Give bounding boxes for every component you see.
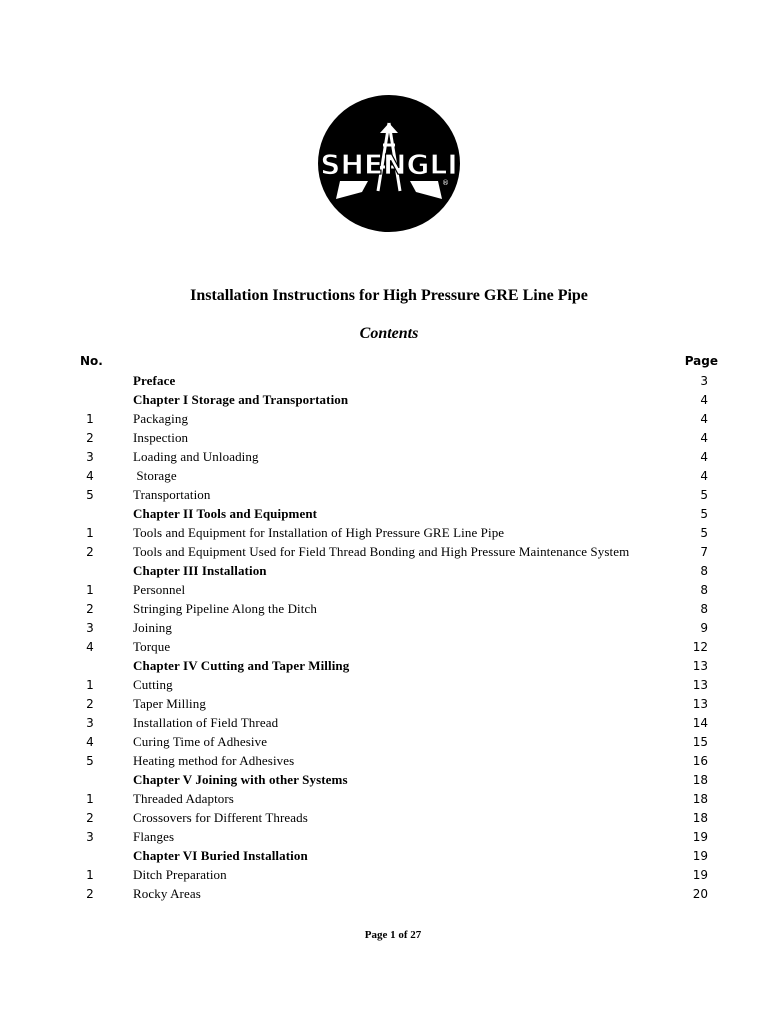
- toc-row[interactable]: [0, 486, 768, 505]
- toc-page-number: 4: [700, 469, 708, 483]
- toc-page-number: 12: [692, 640, 708, 654]
- toc-row[interactable]: [0, 543, 768, 562]
- toc-entry-number: 2: [86, 887, 94, 901]
- toc-entry-number: 2: [86, 431, 94, 445]
- toc-page-number: 5: [700, 488, 708, 502]
- footer-of-word: of: [398, 929, 408, 941]
- toc-page-number: 4: [700, 393, 708, 407]
- footer-total-pages: 27: [410, 929, 422, 941]
- toc-row[interactable]: [0, 695, 768, 714]
- toc-page-number: 5: [700, 526, 708, 540]
- toc-chapter-title: Chapter VI Buried Installation: [133, 848, 308, 863]
- toc-page-number: 13: [692, 697, 708, 711]
- toc-row[interactable]: [0, 429, 768, 448]
- toc-entry-number: 4: [86, 735, 94, 749]
- shengli-logo: [318, 95, 460, 232]
- toc-page-number: 19: [692, 830, 708, 844]
- toc-page-number: 14: [692, 716, 708, 730]
- shengli-logo-icon: [318, 95, 460, 232]
- toc-entry-number: 1: [86, 678, 94, 692]
- toc-chapter-row[interactable]: [0, 771, 768, 790]
- toc-entry-title: Tools and Equipment for Installation of High Pressure GRE Line Pipe: [133, 525, 505, 540]
- toc-entry-number: 3: [86, 830, 94, 844]
- toc-chapter-row[interactable]: [0, 657, 768, 676]
- toc-chapter-title: Chapter III Installation: [133, 563, 267, 578]
- toc-page-number: 4: [700, 431, 708, 445]
- toc-entry-number: 3: [86, 450, 94, 464]
- toc-row[interactable]: [0, 866, 768, 885]
- toc-page-number: 19: [692, 868, 708, 882]
- toc-page-number: 8: [700, 583, 708, 597]
- toc-entry-number: 3: [86, 621, 94, 635]
- toc-page-number: 18: [692, 773, 708, 787]
- toc-page-number: 8: [700, 602, 708, 616]
- toc-entry-title: Joining: [133, 620, 172, 635]
- toc-entry-number: 5: [86, 754, 94, 768]
- toc-entry-number: 5: [86, 488, 94, 502]
- toc-chapter-row[interactable]: [0, 562, 768, 581]
- toc-entry-number: 2: [86, 697, 94, 711]
- column-header-no: No.: [80, 354, 103, 368]
- toc-entry-title: Curing Time of Adhesive: [133, 734, 268, 749]
- toc-entry-title: Heating method for Adhesives: [133, 753, 295, 768]
- toc-entry-number: 2: [86, 602, 94, 616]
- toc-row[interactable]: [0, 676, 768, 695]
- toc-row[interactable]: [0, 828, 768, 847]
- contents-heading: Contents: [359, 325, 419, 342]
- toc-row[interactable]: [0, 600, 768, 619]
- toc-chapter-title: Preface: [133, 373, 176, 388]
- toc-page-number: 7: [700, 545, 708, 559]
- toc-entry-number: 4: [86, 469, 94, 483]
- toc-entry-title: Crossovers for Different Threads: [133, 810, 308, 825]
- toc-page-number: 18: [692, 792, 708, 806]
- toc-entry-title: Stringing Pipeline Along the Ditch: [133, 601, 317, 616]
- toc-row[interactable]: [0, 809, 768, 828]
- toc-row[interactable]: [0, 714, 768, 733]
- toc-entry-title: Storage: [133, 468, 177, 483]
- toc-entry-title: Installation of Field Thread: [133, 715, 279, 730]
- toc-entry-title: Cutting: [133, 677, 173, 692]
- toc-page-number: 9: [700, 621, 708, 635]
- toc-chapter-title: Chapter IV Cutting and Taper Milling: [133, 658, 350, 673]
- toc-row[interactable]: [0, 524, 768, 543]
- toc-entry-number: 1: [86, 792, 94, 806]
- toc-entry-number: 1: [86, 583, 94, 597]
- toc-row[interactable]: [0, 619, 768, 638]
- toc-page-number: 8: [700, 564, 708, 578]
- toc-page-number: 4: [700, 450, 708, 464]
- toc-page-number: 16: [692, 754, 708, 768]
- toc-chapter-row[interactable]: [0, 505, 768, 524]
- toc-row[interactable]: [0, 581, 768, 600]
- toc-chapter-row[interactable]: [0, 372, 768, 391]
- toc-entry-title: Transportation: [133, 487, 211, 502]
- toc-row[interactable]: [0, 752, 768, 771]
- toc-entry-title: Packaging: [133, 411, 189, 426]
- footer-current-page: 1: [390, 929, 396, 941]
- toc-page-number: 18: [692, 811, 708, 825]
- toc-page-number: 3: [700, 374, 708, 388]
- toc-row[interactable]: [0, 448, 768, 467]
- toc-chapter-row[interactable]: [0, 847, 768, 866]
- toc-row[interactable]: [0, 790, 768, 809]
- toc-entry-title: Personnel: [133, 582, 186, 597]
- toc-row[interactable]: [0, 467, 768, 486]
- toc-row[interactable]: [0, 733, 768, 752]
- toc-page-number: 15: [692, 735, 708, 749]
- toc-row[interactable]: [0, 885, 768, 904]
- registered-mark: ®: [442, 179, 449, 187]
- toc-entry-title: Inspection: [133, 430, 189, 445]
- page-footer: [0, 929, 768, 941]
- toc-chapter-title: Chapter II Tools and Equipment: [133, 506, 318, 521]
- table-of-contents: [0, 372, 768, 904]
- logo-text: SHENGLI: [320, 148, 458, 181]
- toc-page-number: 19: [692, 849, 708, 863]
- toc-entry-number: 1: [86, 868, 94, 882]
- toc-entry-title: Torque: [133, 639, 171, 654]
- toc-entry-number: 2: [86, 811, 94, 825]
- toc-entry-number: 4: [86, 640, 94, 654]
- toc-entry-title: Taper Milling: [133, 696, 206, 711]
- toc-entry-title: Flanges: [133, 829, 175, 844]
- toc-entry-title: Tools and Equipment Used for Field Thread Bonding and High Pressure Maintenance System: [133, 544, 630, 559]
- toc-entry-number: 2: [86, 545, 94, 559]
- toc-page-number: 13: [692, 659, 708, 673]
- document-title: Installation Instructions for High Pressure GRE Line Pipe: [190, 287, 588, 304]
- toc-entry-title: Loading and Unloading: [133, 449, 259, 464]
- toc-entry-number: 1: [86, 412, 94, 426]
- toc-entry-title: Threaded Adaptors: [133, 791, 234, 806]
- toc-row[interactable]: [0, 638, 768, 657]
- toc-entry-number: 1: [86, 526, 94, 540]
- column-header-page: Page: [684, 354, 718, 368]
- toc-row[interactable]: [0, 410, 768, 429]
- footer-page-word: Page: [364, 929, 388, 941]
- toc-chapter-title: Chapter V Joining with other Systems: [133, 772, 348, 787]
- toc-entry-title: Ditch Preparation: [133, 867, 227, 882]
- toc-entry-number: 3: [86, 716, 94, 730]
- toc-entry-title: Rocky Areas: [133, 886, 201, 901]
- toc-chapter-title: Chapter I Storage and Transportation: [133, 392, 349, 407]
- toc-page-number: 4: [700, 412, 708, 426]
- toc-page-number: 5: [700, 507, 708, 521]
- toc-chapter-row[interactable]: [0, 391, 768, 410]
- toc-page-number: 20: [692, 887, 708, 901]
- toc-page-number: 13: [692, 678, 708, 692]
